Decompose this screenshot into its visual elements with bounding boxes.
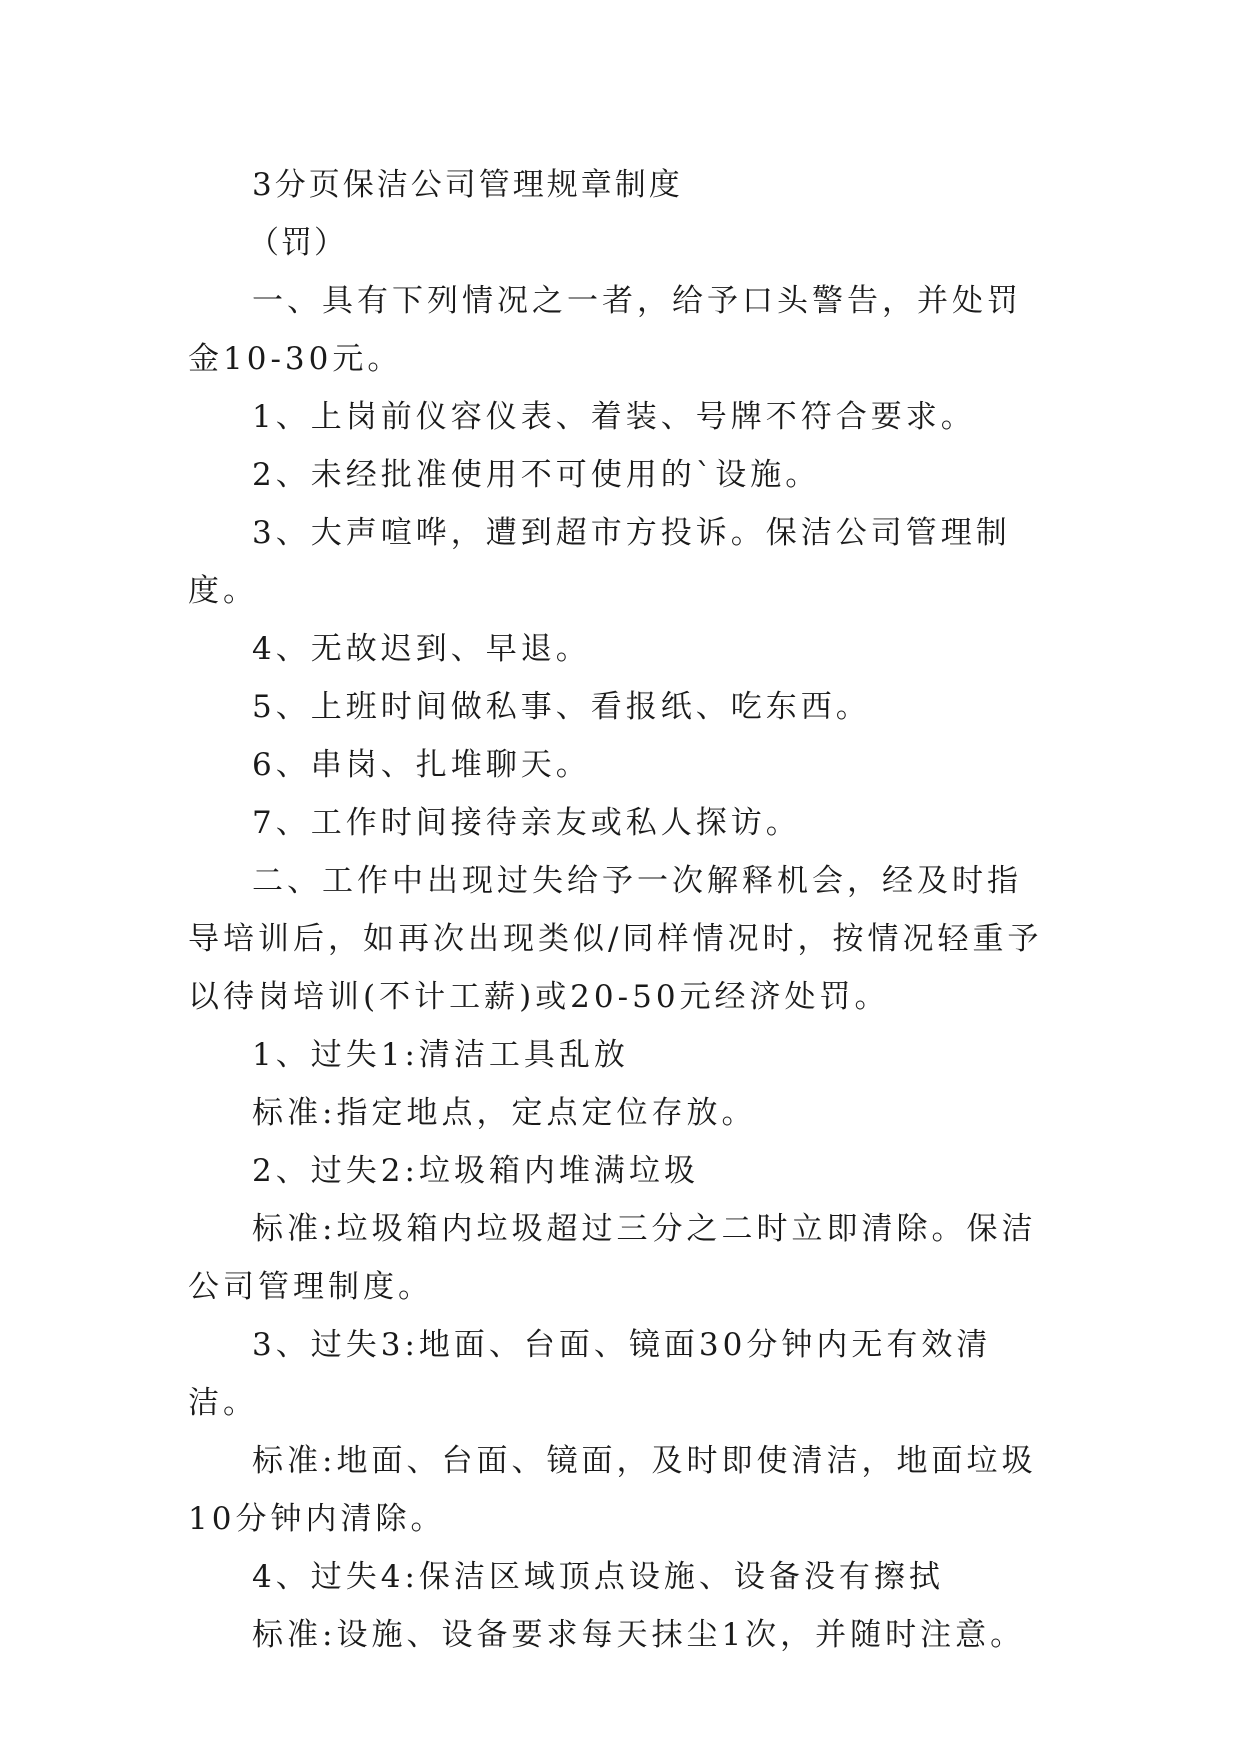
paragraph-section-1: 一、具有下列情况之一者，给予口头警告，并处罚金10-30元。 [188, 283, 1022, 377]
paragraph-item-7: 7、工作时间接待亲友或私人探访。 [252, 805, 801, 841]
paragraph-standard-3: 标准:地面、台面、镜面，及时即使清洁，地面垃圾10分钟内清除。 [188, 1443, 1037, 1537]
paragraph-fault-1: 1、过失1:清洁工具乱放 [252, 1037, 629, 1073]
paragraph-fault-3: 3、过失3:地面、台面、镜面30分钟内无有效清洁。 [188, 1327, 992, 1421]
document-body [188, 156, 1056, 1664]
paragraph-fault-2: 2、过失2:垃圾箱内堆满垃圾 [252, 1153, 699, 1189]
paragraph-standard-2: 标准:垃圾箱内垃圾超过三分之二时立即清除。保洁公司管理制度。 [188, 1211, 1037, 1305]
paragraph-fault-4: 4、过失4:保洁区域顶点设施、设备没有擦拭 [252, 1559, 944, 1595]
paragraph-standard-1: 标准:指定地点，定点定位存放。 [252, 1095, 757, 1131]
paragraph-section-2: 二、工作中出现过失给予一次解释机会，经及时指导培训后，如再次出现类似/同样情况时，按情况轻重予以待岗培训(不计工薪)或20-50元经济处罚。 [188, 863, 1043, 1015]
paragraph-item-2: 2、未经批准使用不可使用的`设施。 [252, 457, 821, 493]
paragraph-item-4: 4、无故迟到、早退。 [252, 631, 591, 667]
paragraph-standard-4: 标准:设施、设备要求每天抹尘1次，并随时注意。 [252, 1617, 1026, 1653]
paragraph-item-5: 5、上班时间做私事、看报纸、吃东西。 [252, 689, 871, 725]
document-title: 3分页保洁公司管理规章制度 [252, 167, 683, 203]
paragraph-item-3: 3、大声喧哗，遭到超市方投诉。保洁公司管理制度。 [188, 515, 1011, 609]
document-subtitle: （罚） [248, 225, 347, 261]
paragraph-item-6: 6、串岗、扎堆聊天。 [252, 747, 591, 783]
paragraph-item-1: 1、上岗前仪容仪表、着装、号牌不符合要求。 [252, 399, 976, 435]
